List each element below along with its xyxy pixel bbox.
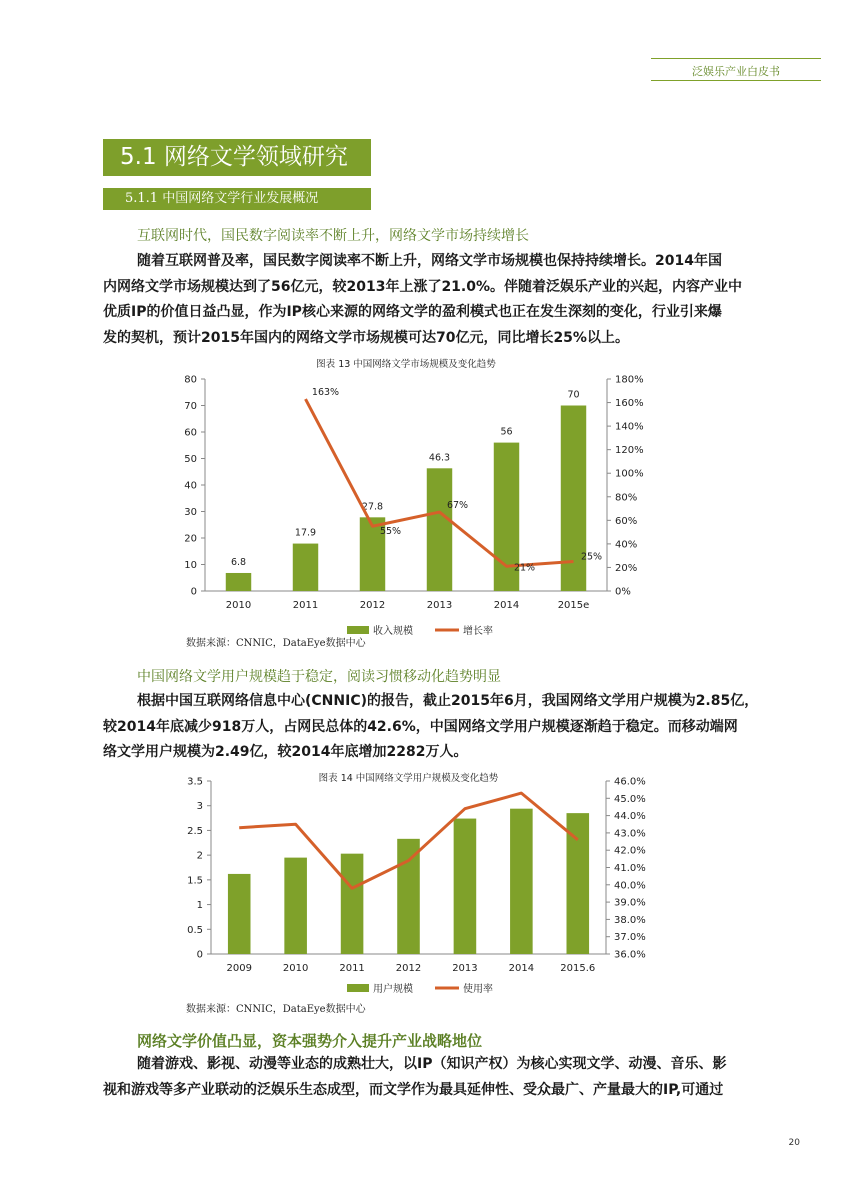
line-data-label: 67% [446,500,469,512]
bar-data-label: 46.3 [428,452,451,464]
chart2-source: 数据来源：CNNIC，DataEye数据中心 [186,1004,366,1015]
bar [454,819,477,954]
header-title: 泛娱乐产业白皮书 [692,65,780,78]
x-tick-label: 2011 [292,600,319,611]
bar [510,809,533,954]
y-tick-label: 0.5 [187,924,203,936]
y2-tick-label: 38.0% [614,914,646,926]
y-tick-label: 3 [196,801,203,813]
bar-data-label: 70 [567,389,580,401]
line-data-label: 21% [513,562,536,574]
paragraph-line: 发的契机，预计2015年国内的网络文学市场规模可达70亿元，同比增长25%以上。 [103,329,629,346]
chart1-source: 数据来源：CNNIC，DataEye数据中心 [186,638,366,649]
y-tick-label: 10 [184,560,197,571]
line-data-label: 163% [311,387,340,399]
legend-label-line: 增长率 [463,626,493,637]
legend-label-bar: 收入规模 [373,626,413,637]
y2-tick-label: 36.0% [614,949,646,961]
x-tick-label: 2015e [557,600,590,611]
paragraph-line: 根据中国互联网络信息中心(CNNIC)的报告，截止2015年6月，我国网络文学用户规模为2.85亿， [137,693,759,709]
heading-market-growth: 互联网时代，国民数字阅读率不断上升，网络文学市场持续增长 [137,228,529,244]
bar [427,468,452,591]
y2-tick-label: 39.0% [614,897,646,909]
y2-tick-label: 37.0% [614,932,646,944]
paragraph-line: 优质IP的价值日益凸显，作为IP核心来源的网络文学的盈利模式也正在发生深刻的变化，行业引来爆 [103,304,722,320]
bar-data-label: 17.9 [294,527,317,539]
y2-tick-label: 44.0% [614,811,646,823]
y-tick-label: 20 [184,533,197,545]
y2-tick-label: 60% [615,515,638,527]
legend-swatch-bar [347,626,369,634]
section-title: 5.1 网络文学领域研究 [103,139,371,176]
x-tick-label: 2013 [426,600,453,611]
y2-tick-label: 180% [615,374,644,386]
legend-label-bar: 用户规模 [373,984,413,995]
bar [397,839,420,954]
chart-title: 图表 14 中国网络文学用户规模及变化趋势 [318,773,499,784]
y2-tick-label: 80% [615,492,638,504]
y2-tick-label: 46.0% [614,776,646,788]
x-tick-label: 2009 [226,963,252,974]
chart-title: 图表 13 中国网络文学市场规模及变化趋势 [316,359,496,370]
x-tick-label: 2011 [339,963,365,974]
heading-capital: 网络文学价值凸显，资本强势介入提升产业战略地位 [137,1032,483,1050]
page-number: 20 [788,1138,800,1148]
subsection-title: 5.1.1 中国网络文学行业发展概况 [103,188,371,210]
x-tick-label: 2010 [225,600,252,611]
y-tick-label: 1.5 [187,875,203,887]
line-data-label: 55% [379,526,402,538]
bar [341,854,364,954]
heading-user-scale: 中国网络文学用户规模趋于稳定，阅读习惯移动化趋势明显 [137,669,501,685]
y2-tick-label: 100% [615,468,644,480]
y2-tick-label: 41.0% [614,863,646,874]
y2-tick-label: 45.0% [614,793,646,805]
paragraph-line: 随着互联网普及率，国民数字阅读率不断上升，网络文学市场规模也保持持续增长。2014年国 [137,253,722,269]
y2-tick-label: 140% [615,421,644,433]
y-tick-label: 30 [184,507,197,518]
y2-tick-label: 43.0% [614,828,646,840]
legend-label-line: 使用率 [463,984,493,995]
y2-tick-label: 160% [615,398,644,410]
x-tick-label: 2014 [508,963,535,974]
y-tick-label: 50 [184,454,197,465]
y2-tick-label: 40% [615,539,638,551]
paragraph-line: 随着游戏、影视、动漫等业态的成熟壮大，以IP（知识产权）为核心实现文学、动漫、音乐、影 [137,1056,727,1072]
y-tick-label: 70 [184,401,197,412]
paragraph-line: 络文学用户规模为2.49亿，较2014年底增加2282万人。 [103,744,468,760]
paragraph-line: 内网络文学市场规模达到了56亿元，较2013年上涨了21.0%。伴随着泛娱乐产业的兴起，内容产业中 [103,278,743,295]
paragraph-line: 视和游戏等多产业联动的泛娱乐生态成型，而文学作为最具延伸性、受众最广、产量最大的IP,可通过 [103,1081,724,1098]
x-tick-label: 2012 [395,963,422,974]
bar [228,874,251,954]
y-tick-label: 2 [196,850,203,862]
bar-data-label: 6.8 [230,556,247,568]
paragraph-line: 较2014年底减少918万人，占网民总体的42.6%，中国网络文学用户规模逐渐趋于稳定。而移动端网 [103,718,738,735]
line-data-label: 25% [580,551,603,563]
y-tick-label: 2.5 [187,825,203,837]
y2-tick-label: 0% [615,586,631,598]
bar [293,544,318,591]
chart-user-scale [187,772,646,995]
y-tick-label: 80 [184,374,197,386]
y-tick-label: 60 [184,427,197,439]
y2-tick-label: 120% [615,445,644,457]
legend-swatch-bar [347,984,369,992]
y-tick-label: 3.5 [187,776,203,788]
bar [284,858,307,954]
paragraph-users [103,689,768,766]
y2-tick-label: 42.0% [614,845,646,857]
paragraph-capital [103,1052,768,1103]
x-tick-label: 2014 [493,600,520,611]
chart-market-size [184,358,643,637]
bar-data-label: 27.8 [361,501,384,513]
x-tick-label: 2012 [359,600,386,611]
x-tick-label: 2010 [282,963,309,974]
x-tick-label: 2013 [452,963,478,974]
y-tick-label: 0 [190,586,197,598]
y-tick-label: 1 [196,900,203,912]
y2-tick-label: 20% [615,562,638,574]
y2-tick-label: 40.0% [614,880,646,892]
x-tick-label: 2015.6 [560,963,596,974]
bar-data-label: 56 [500,426,513,438]
y-tick-label: 0 [196,949,203,961]
y-tick-label: 40 [184,480,197,492]
bar [226,573,251,591]
